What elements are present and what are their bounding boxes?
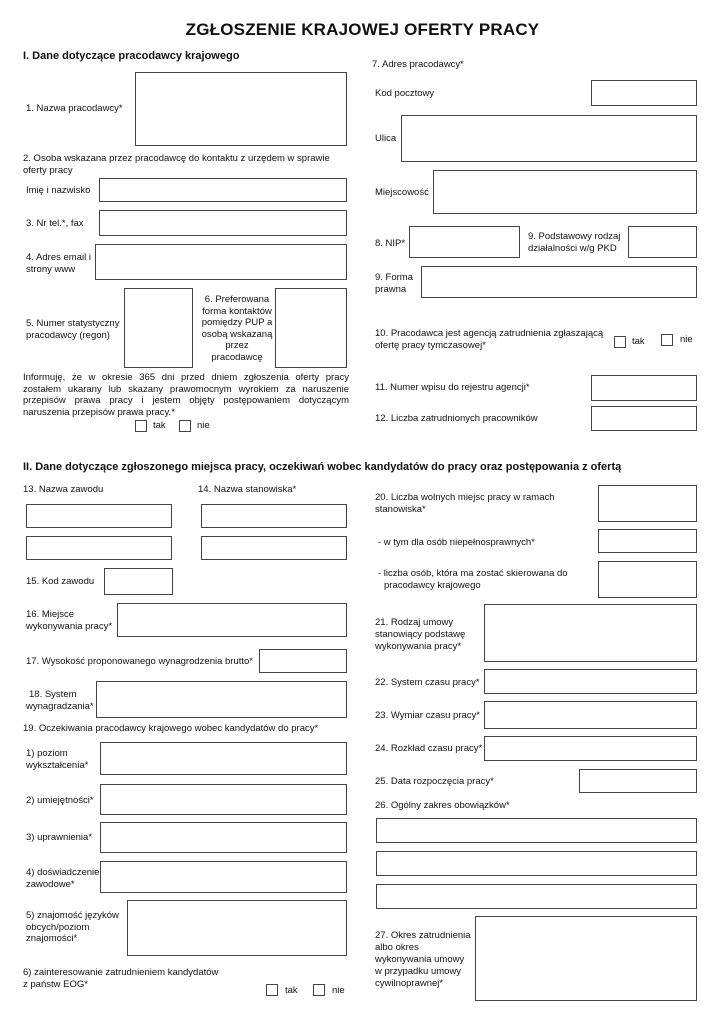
penalty-statement: Informuję, że w okresie 365 dni przed dniem zgłoszenia oferty pracy zostałem ukarany lub skazany prawomocnym wyrokiem za naruszenie przepisów prawa pracy i jestem objęty postępowaniem dotyczącym naruszenia przepisów prawa pracy.* [23, 372, 349, 418]
occupation-code-field[interactable] [104, 568, 173, 595]
eea-interest-label-1: 6) zainteresowanie zatrudnieniem kandydatów [23, 967, 219, 978]
phone-label: 3. Nr tel.*, fax [26, 218, 84, 229]
employment-period-field[interactable] [475, 916, 697, 1001]
postal-code-label: Kod pocztowy [375, 88, 435, 99]
contact-form-label: 6. Preferowana forma kontaktów pomiędzy PUP a osobą wskazaną przez pracodawcę [201, 294, 273, 363]
street-field[interactable] [401, 115, 697, 162]
experience-label-1: 4) doświadczenie [26, 867, 100, 878]
qualifications-label: 3) uprawnienia* [26, 832, 93, 843]
start-date-label: 25. Data rozpoczęcia pracy* [375, 776, 494, 787]
contract-type-label: 21. Rodzaj umowy stanowiący podstawę wykonywania pracy* [375, 617, 466, 652]
email-label-1: 4. Adres email i [26, 252, 91, 263]
pkd-label-2: działalności w/g PKD [528, 243, 617, 254]
temp-agency-label-1: 10. Pracodawca jest agencją zatrudnienia zgłaszającą [375, 328, 604, 339]
legal-form-field[interactable] [421, 266, 697, 298]
occupation-name-field-1[interactable] [26, 504, 172, 528]
contact-form-field[interactable] [275, 288, 347, 368]
penalty-yes-checkbox[interactable] [135, 420, 147, 432]
eea-interest-label-2: z państw EOG* [23, 979, 88, 990]
position-name-label: 14. Nazwa stanowiska* [198, 484, 297, 495]
disabled-vacancies-field[interactable] [598, 529, 697, 553]
legal-form-label-2: prawna [375, 284, 407, 295]
employees-count-label: 12. Liczba zatrudnionych pracowników [375, 413, 538, 424]
penalty-no-checkbox[interactable] [179, 420, 191, 432]
street-label: Ulica [375, 133, 397, 144]
temp-agency-yes-label: tak [632, 336, 645, 347]
full-name-label: Imię i nazwisko [26, 185, 91, 196]
phone-field[interactable] [99, 210, 347, 236]
regon-field[interactable] [124, 288, 193, 368]
occupation-name-label: 13. Nazwa zawodu [23, 484, 104, 495]
eea-yes-label: tak [285, 985, 298, 996]
languages-field[interactable] [127, 900, 347, 956]
referrals-label-1: - liczba osób, która ma zostać skierowana do [378, 568, 568, 579]
salary-label: 17. Wysokość proponowanego wynagrodzenia brutto* [26, 656, 253, 667]
penalty-yes-label: tak [153, 420, 166, 431]
employees-count-field[interactable] [591, 406, 697, 431]
contact-person-label-1: 2. Osoba wskazana przez pracodawcę do kontaktu z urzędem w sprawie [23, 153, 330, 164]
disabled-vacancies-label: - w tym dla osób niepełnosprawnych* [378, 537, 535, 548]
nip-label: 8. NIP* [375, 238, 406, 249]
pkd-field[interactable] [628, 226, 697, 258]
regon-label-1: 5. Numer statystyczny [26, 318, 120, 329]
duties-field-2[interactable] [376, 851, 697, 876]
agency-register-label: 11. Numer wpisu do rejestru agencji* [375, 382, 530, 393]
temp-agency-no-label: nie [680, 334, 693, 345]
referrals-field[interactable] [598, 561, 697, 598]
work-time-dimension-field[interactable] [484, 701, 697, 729]
work-schedule-label: 24. Rozkład czasu pracy* [375, 743, 483, 754]
work-time-dimension-label: 23. Wymiar czasu pracy* [375, 710, 480, 721]
legal-form-label-1: 9. Forma [375, 272, 414, 283]
penalty-no-label: nie [197, 420, 210, 431]
workplace-label-1: 16. Miejsce [26, 609, 75, 620]
contract-type-field[interactable] [484, 604, 697, 662]
work-time-system-field[interactable] [484, 669, 697, 694]
experience-field[interactable] [100, 861, 347, 893]
section2-heading: II. Dane dotyczące zgłoszonego miejsca pracy, oczekiwań wobec kandydatów do pracy oraz postępowania z ofertą [23, 461, 622, 473]
pay-system-field[interactable] [96, 681, 347, 718]
education-label-1: 1) poziom [26, 748, 68, 759]
occupation-name-field-2[interactable] [26, 536, 172, 560]
temp-agency-yes-checkbox[interactable] [614, 336, 626, 348]
experience-label-2: zawodowe* [26, 879, 75, 890]
qualifications-field[interactable] [100, 822, 347, 853]
position-name-field-1[interactable] [201, 504, 347, 528]
email-field[interactable] [95, 244, 347, 280]
full-name-field[interactable] [99, 178, 347, 202]
address-label: 7. Adres pracodawcy* [372, 59, 464, 70]
city-label: Miejscowość [375, 187, 429, 198]
skills-field[interactable] [100, 784, 347, 815]
duties-field-3[interactable] [376, 884, 697, 909]
pkd-label-1: 9. Podstawowy rodzaj [528, 231, 621, 242]
pay-system-label-2: wynagradzania* [26, 701, 94, 712]
duties-label: 26. Ogólny zakres obowiązków* [375, 800, 510, 811]
work-schedule-field[interactable] [484, 736, 697, 761]
eea-no-label: nie [332, 985, 345, 996]
duties-field-1[interactable] [376, 818, 697, 843]
city-field[interactable] [433, 170, 697, 214]
workplace-label-2: wykonywania pracy* [26, 621, 113, 632]
pay-system-label-1: 18. System [29, 689, 77, 700]
expectations-label: 19. Oczekiwania pracodawcy krajowego wobec kandydatów do pracy* [23, 723, 319, 734]
vacancies-field[interactable] [598, 485, 697, 522]
vacancies-label-2: stanowiska* [375, 504, 426, 515]
temp-agency-no-checkbox[interactable] [661, 334, 673, 346]
start-date-field[interactable] [579, 769, 697, 793]
nip-field[interactable] [409, 226, 520, 258]
work-time-system-label: 22. System czasu pracy* [375, 677, 480, 688]
employment-period-label: 27. Okres zatrudnienia albo okres wykonywania umowy w przypadku umowy cywilnoprawnej* [375, 930, 471, 989]
section1-heading: I. Dane dotyczące pracodawcy krajowego [23, 50, 240, 62]
page-title: ZGŁOSZENIE KRAJOWEJ OFERTY PRACY [185, 20, 540, 39]
languages-label: 5) znajomość języków obcych/poziom znajomości* [26, 910, 119, 944]
position-name-field-2[interactable] [201, 536, 347, 560]
contact-person-label-2: oferty pracy [23, 165, 73, 176]
referrals-label-2: pracodawcy krajowego [384, 580, 481, 591]
eea-yes-checkbox[interactable] [266, 984, 278, 996]
skills-label: 2) umiejętności* [26, 795, 94, 806]
regon-label-2: pracodawcy (regon) [26, 330, 110, 341]
temp-agency-label-2: ofertę pracy tymczasowej* [375, 340, 486, 351]
workplace-field[interactable] [117, 603, 347, 637]
vacancies-label-1: 20. Liczba wolnych miejsc pracy w ramach [375, 492, 555, 503]
salary-field[interactable] [259, 649, 347, 673]
education-field[interactable] [100, 742, 347, 775]
agency-register-field[interactable] [591, 375, 697, 401]
postal-code-field[interactable] [591, 80, 697, 106]
employer-name-field[interactable] [135, 72, 347, 146]
email-label-2: strony www [26, 264, 76, 275]
occupation-code-label: 15. Kod zawodu [26, 576, 95, 587]
education-label-2: wykształcenia* [26, 760, 89, 771]
eea-no-checkbox[interactable] [313, 984, 325, 996]
employer-name-label: 1. Nazwa pracodawcy* [26, 103, 123, 114]
